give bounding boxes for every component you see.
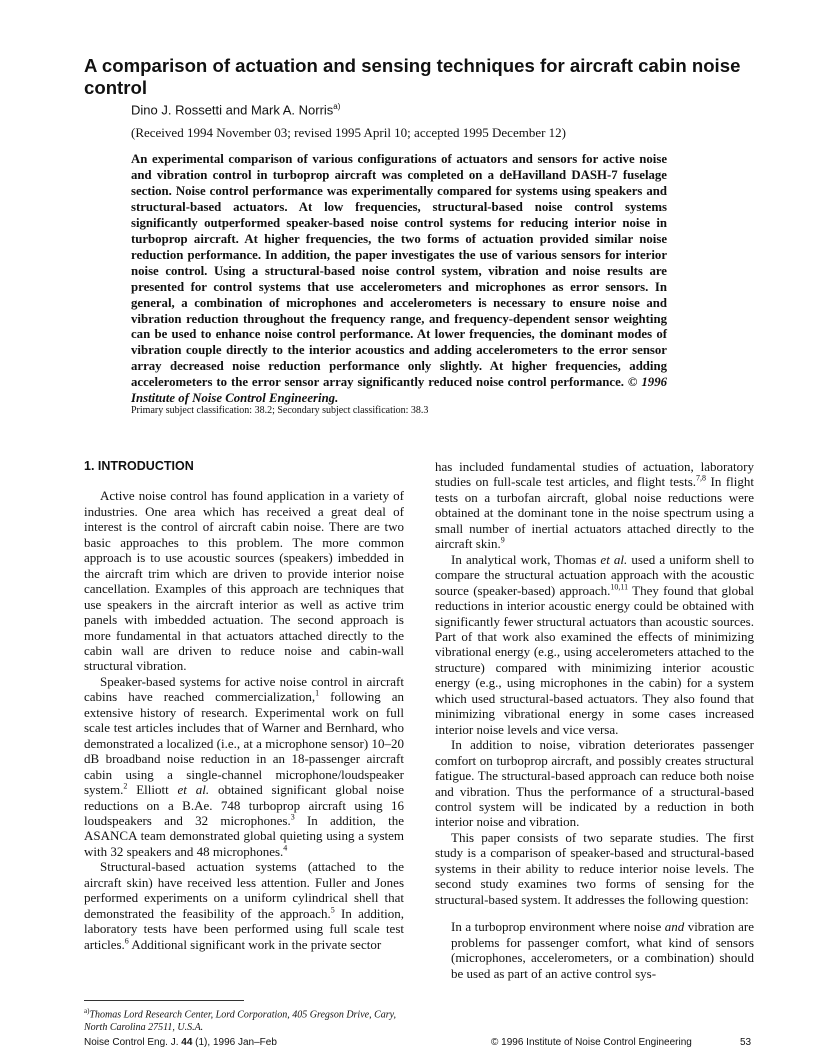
author-note-mark: a) (333, 102, 341, 111)
reference-mark: 9 (500, 535, 505, 545)
footer-copyright: © 1996 Institute of Noise Control Engineering (491, 1037, 692, 1048)
reference-mark: 10,11 (610, 582, 629, 592)
reference-mark: 1 (315, 689, 320, 699)
text-span: They found that global reductions in interior acoustic energy could be obtained with significantly fewer structural actuators than acoustic sources. Part of that work also examined the effects of minimizing vibrational energy (e.g., using accelerometers attached to the structure) compared with minimizing interior acoustic energy (e.g., using microphones in the cabin) for a system which used structural-based actuators. They also found that minimizing vibrational energy in some cases increased interior noise levels and vice versa. (435, 582, 755, 737)
reference-mark: 2 (123, 781, 128, 791)
text-span: Elliott (127, 782, 178, 798)
text-span: Additional significant work in the private sector (128, 936, 382, 952)
reference-mark: 5 (330, 905, 335, 915)
footnote (84, 1005, 414, 1034)
paragraph: In addition to noise, vibration deteriorates passenger comfort on turboprop aircraft, and possibly creates structural fatigue. The structural-based approach can reduce both noise and vibration. Thus the performance of a structural-based control system will be indicated by a reduction in both interior noise and vibration. (435, 737, 754, 830)
received-dates: (Received 1994 November 03; revised 1995 April 10; accepted 1995 December 12) (131, 125, 566, 140)
left-column (84, 459, 404, 952)
abstract-copyright: © 1996 Institute of Noise Control Engineering. (131, 375, 667, 406)
text-span: vibration are problems for passenger comfort, what kind of sensors (microphones, accelerometers, or a combination) should be used as part of an active control sys- (451, 919, 754, 981)
italic-text: et al. (600, 551, 628, 567)
paragraph: Active noise control has found application in a variety of industries. One area which has received a great deal of interest is the control of aircraft cabin noise. There are two basic approaches to this problem. The more common approach is to use acoustic sources (speakers) imbedded in the aircraft trim which are driven to provide interior noise cancellation. Examples of this approach are techniques that use speakers in the aircraft interior as well as active trim panels with imbedded actuation. The second approach is more fundamental in that actuators attached directly to the cabin wall are driven to reduce noise and cabin-wall structural vibration. (84, 488, 404, 674)
footnote-divider (84, 1000, 244, 1001)
journal-citation (84, 1037, 277, 1048)
author-line (131, 102, 340, 117)
page-number: 53 (740, 1037, 752, 1048)
text-span: used a uniform shell to compare the structural actuation approach with the acoustic source (speaker-based) approach. (435, 551, 754, 598)
footnote-text: Thomas Lord Research Center, Lord Corporation, 405 Gregson Drive, Cary, North Carolina 27511, U.S.A. (84, 1009, 397, 1034)
right-column (435, 459, 754, 981)
text-span: obtained significant global noise reductions on a B.Ae. 748 turboprop aircraft using 16 loudspeakers and 32 microphones. (84, 782, 404, 828)
paragraph (84, 859, 404, 952)
reference-mark: 3 (290, 812, 295, 822)
reference-mark: 6 (124, 936, 129, 946)
footnote-mark: a) (84, 1007, 90, 1015)
paragraph (435, 552, 754, 737)
text-span: In a turboprop environment where noise (451, 919, 665, 935)
journal-volume: 44 (181, 1037, 193, 1048)
section-heading: 1. INTRODUCTION (84, 459, 194, 473)
block-quote (451, 919, 754, 981)
reference-mark: 7,8 (696, 474, 707, 484)
text-span: Speaker-based systems for active noise control in aircraft cabins have reached commercialization, (84, 673, 404, 705)
paragraph (435, 459, 754, 552)
paper-title: A comparison of actuation and sensing techniques for aircraft cabin noise control (84, 55, 741, 98)
text-span: has included fundamental studies of actuation, laboratory studies on full-scale test articles, and flight tests. (435, 459, 754, 490)
text-span: In flight tests on a turbofan aircraft, global noise reductions were obtained at the dominant tone in the noise spectrum using a small number of inertial actuators attached directly to the aircraft skin. (435, 474, 755, 552)
subject-classification: Primary subject classification: 38.2; Secondary subject classification: 38.3 (131, 405, 429, 416)
journal-name: Noise Control Eng. J. (84, 1037, 182, 1048)
paragraph (84, 674, 404, 859)
text-span: Structural-based actuation systems (attached to the aircraft skin) have received less attention. Fuller and Jones performed experiments on a uniform cylindrical shell that demonstrated the feasibility of the approach. (84, 859, 404, 921)
abstract (131, 152, 667, 407)
text-span: In addition, laboratory tests have been performed using full scale test articles. (84, 905, 404, 952)
text-span: following an extensive history of research. Experimental work on full scale test articles includes that of Warner and Bernhard, who demonstrated a localized (i.e., at a microphone sensor) 10–20 dB broadband noise reduction in an 18-passenger aircraft cabin using a single-channel microphone/loudspeaker system. (84, 689, 404, 798)
text-span: In addition, the ASANCA team demonstrated global quieting using a system with 32 speakers and 48 microphones. (84, 812, 404, 859)
italic-text: et al. (177, 782, 210, 798)
paragraph: This paper consists of two separate studies. The first study is a comparison of speaker-based and structural-based systems in their ability to reduce interior noise levels. The second study examines two forms of sensing for the structural-based system. It addresses the following question: (435, 829, 754, 907)
reference-mark: 4 (283, 843, 288, 853)
text-span: In analytical work, Thomas (451, 551, 601, 567)
abstract-text: An experimental comparison of various configurations of actuators and sensors for active noise and vibration control in turboprop aircraft was completed on a deHavilland DASH-7 fuselage section. Noise control performance was experimentally compared for systems using speakers and structural-based actuators. At low frequencies, structural-based noise control systems significantly outperformed speaker-based noise control systems for reducing interior noise in turboprop aircraft. At higher frequencies, the two forms of actuation provided similar noise reduction performance. In addition, the paper investigates the use of various sensors for interior noise control. Using a structural-based noise control system, vibration and noise results are presented for control systems that use accelerometers and microphones as error sensors. In general, a combination of microphones and accelerometers is necessary to ensure noise and vibration reduction throughout the frequency range, and frequency-dependent sensor weighting can be used to enhance noise control performance. At lower frequencies, the dominant modes of vibration couple directly to the interior acoustics and adding accelerometers to the error sensor array decreased noise reduction performance only slightly. At higher frequencies, adding accelerometers to the error sensor array significantly reduced noise control performance. (131, 152, 667, 390)
italic-text: and (664, 919, 685, 935)
journal-issue: (1), 1996 Jan–Feb (192, 1037, 277, 1048)
authors: Dino J. Rossetti and Mark A. Norris (131, 102, 334, 118)
